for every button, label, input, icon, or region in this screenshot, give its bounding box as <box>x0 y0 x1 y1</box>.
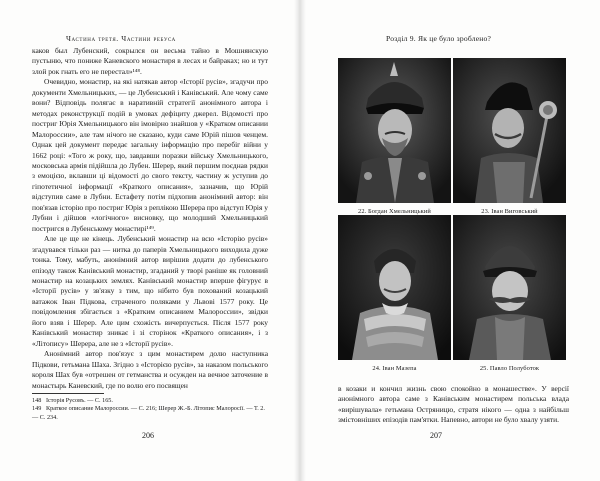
footnote <box>32 397 268 405</box>
portrait-engraving-hetman-mace-icon <box>453 58 566 203</box>
portrait-caption: 24. Іван Мазепа <box>372 365 417 372</box>
portrait-figure-23 <box>453 58 566 215</box>
left-page <box>0 0 298 481</box>
left-body-text <box>32 46 268 391</box>
portrait-engraving-moustache-icon <box>453 215 566 360</box>
portrait-caption: 25. Павло Полуботок <box>479 365 540 372</box>
footnotes <box>32 397 268 422</box>
portrait-figure-24 <box>338 215 451 372</box>
portrait-figure-25 <box>453 215 566 372</box>
right-page <box>302 0 600 481</box>
footnote-rule <box>32 393 104 394</box>
paragraph: в козаки и кончил жизнь свою спокойно в монашестве». У версії анонімного автора саме з Канівським монастирем польська влада «вирішувала» гетьмана Остряницю, стратя нікого — одна з найбільш змістовніших епізодів пам'ятки. Напевно, автори не було хвалу узяти. <box>338 384 569 425</box>
right-body-text <box>338 384 569 426</box>
portrait-figure-22 <box>338 58 451 215</box>
portrait-caption: 23. Іван Виговський <box>481 208 538 215</box>
running-head-left: Частина третя. Частини ребуса <box>66 34 176 43</box>
portrait-caption: 22. Богдан Хмельницький <box>358 208 431 215</box>
footnote-number: 148 <box>32 397 42 404</box>
paragraph: каков был Лубенский, сокрылся он весьма тайно в Мошнянскую пустыню, что пониже Каневского монастиря в лесах и байраках; но и тут злой рок гнать его не перестал»¹⁴⁸. <box>32 46 268 76</box>
book-gutter <box>294 0 306 481</box>
paragraph: Очевидно, монастир, на які натякав автор «Історії русів», згадучи про документи Хмельницьких, — це Лубенський і Канівський. Але чому саме вони? Відповідь полягає в наративній стратегії анонімного автора і методах реконструкції подій в умовах дефіциту джерел. Відомості про постриг Юрія Хмельницького він імовірно знайшов у «Кратком описании Малороссии», але там нічого не сказано, куди саме Юрій пішов ченцем. Однак цей документ передає загальну інформацію про перебіг війни у 1662 році: «Того ж року, що, завдавши поразки війську Хмельницького, московська армія підійшла до Лубен. Шерер, який першим поєднав рядки з емоцією, вклавши ці відомості до свого тексту, частину ж уступив до гіпотетичної інформації «Краткого описания», зазначив, що Юрій відступив саме в Лубни. Естафету потім підхопив анонімний автор: він пов'язав історію про постриг Юрія з реплікою Шерера про відступ Юрія у Лубни і дійшов «логічного» висновку, що молодший Хмельницький постригся в Лубенському монастирі¹⁴⁹. <box>32 77 268 233</box>
footnote-text: Краткое описание Малороссии. — С. 216; Шерер Ж.-Б. Літопис Малоросії. — Т. 2. — С. 234. <box>32 405 265 421</box>
paragraph: Анонімний автор пов'язує з цим монастирем долю наступника Підкови, гетьмана Шаха. Згідно з «Історією русів», за наказом польського короля Шах був «отрешен от гетманства и осужден на вечное заточение в монастырь Каневский, где по волю его посвящен <box>32 349 268 390</box>
page-number-right: 207 <box>430 431 442 440</box>
footnote-text: Історія Русовъ. — С. 165. <box>46 397 113 404</box>
paragraph: Але це ще не кінець. Лубенський монастир на всю «Історію русів» згадувався тільки раз — нитка до паперів Хмельницького виходила дуже тонка. Тому, мабуть, анонімний автор вирішив додати до лубенського епізоду також Канівський монастир, згаданий у творі раніше як головний монастир на козацьких землях. Канівський монастир вперше фігурує в «Історії русів» у зв'язку з тим, що нібито був похований козацький ватажок Іван Підкова, страченого поляками у Львові 1577 року. Це повідомлення збігається з «Кратким описанием Малороссии», звідки його взяв і Шерер. Але цим схожість вичерпується. Після 1577 року Канівський монастир зникає і зі сторінок «Краткого описания», і з «Літопису» Шерера, але не з «Історії русів». <box>32 234 268 348</box>
page-number-left: 206 <box>142 431 154 440</box>
portrait-engraving-armor-icon <box>338 215 451 360</box>
footnote <box>32 405 268 422</box>
portrait-engraving-hetman-fur-hat-icon <box>338 58 451 203</box>
running-head-right: Розділ 9. Як це було зроблено? <box>386 34 492 43</box>
footnote-number: 149 <box>32 405 42 413</box>
